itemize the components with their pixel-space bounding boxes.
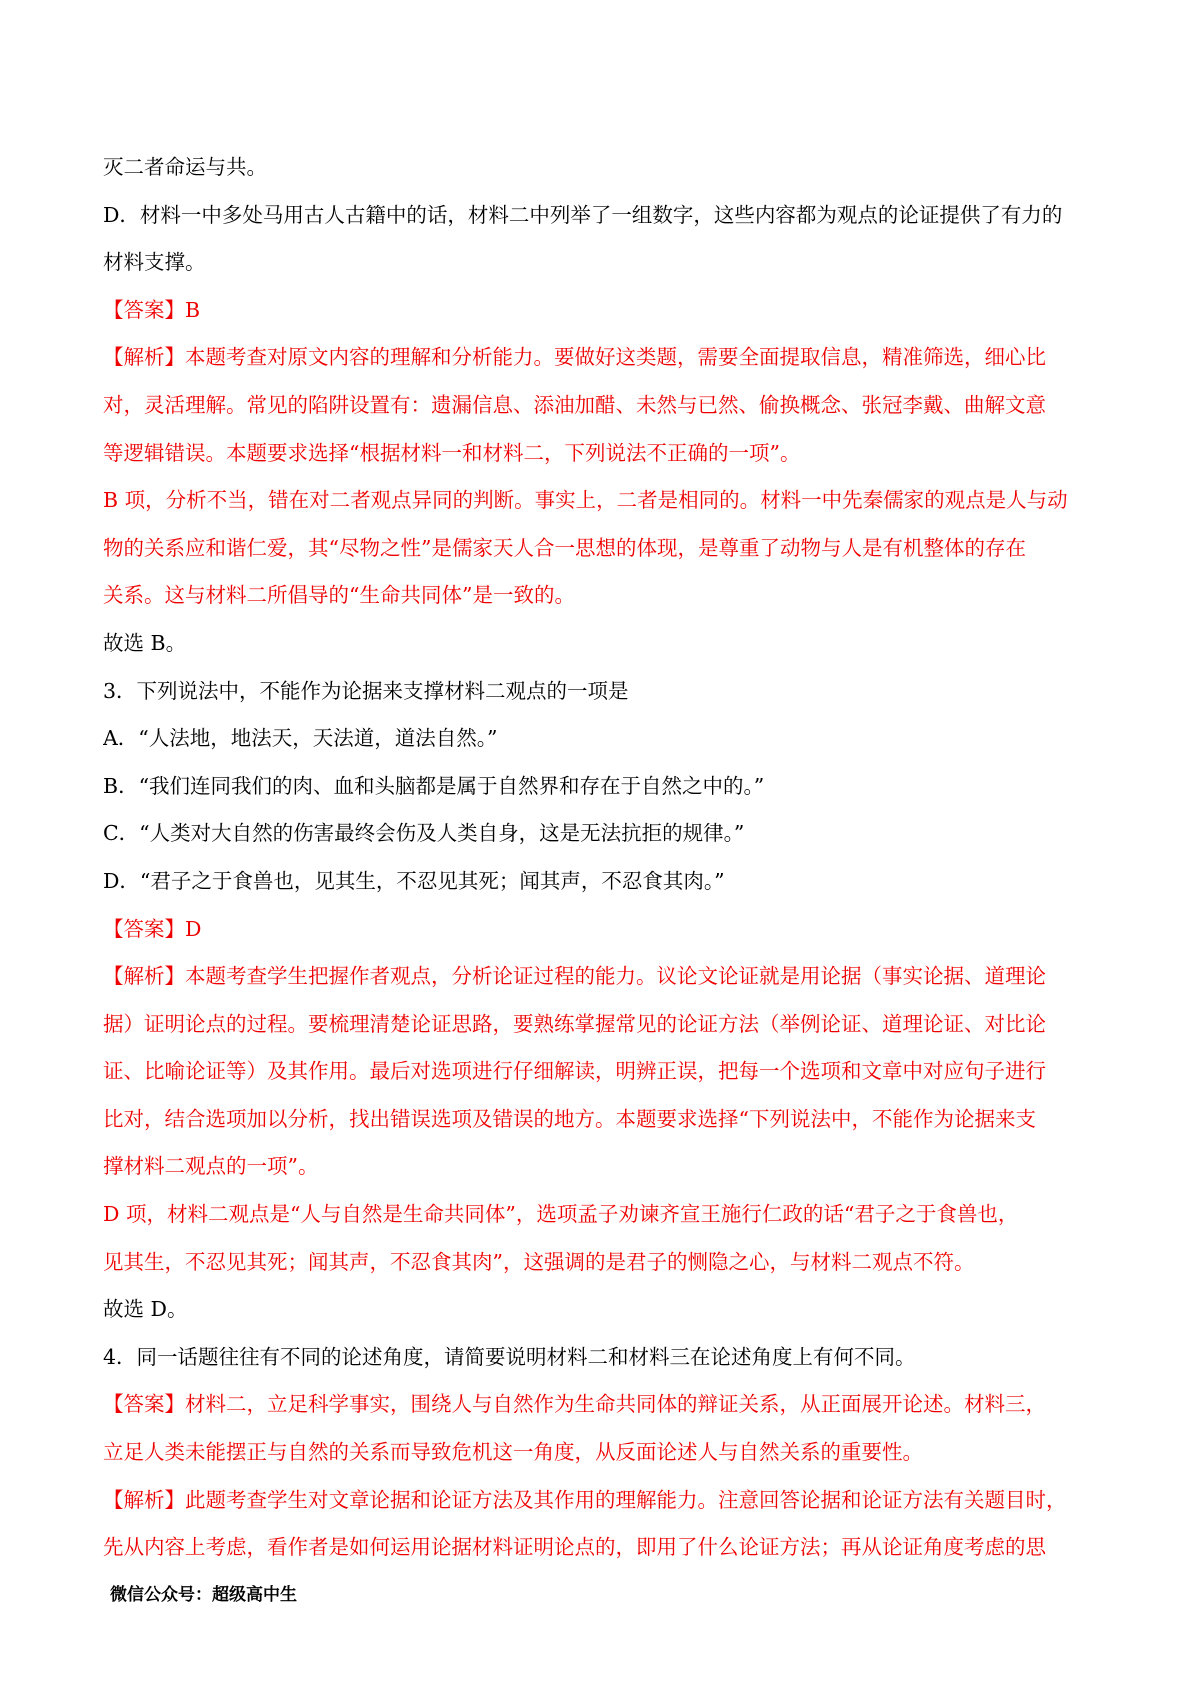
analysis-line-q3-4: 比对，结合选项加以分析，找出错误选项及错误的地方。本题要求选择“下列说法中，不能作为论据来支 — [103, 1106, 1036, 1131]
answer-line-q3: 【答案】D — [103, 916, 202, 941]
analysis-line-q4-1: 【解析】此题考查学生对文章论据和论证方法及其作用的理解能力。注意回答论据和论证方法有关题目时， — [103, 1487, 1067, 1512]
footer-wechat-account: 微信公众号：超级高中生 — [110, 1585, 297, 1605]
analysis-line-q2-2: 对，灵活理解。常见的陷阱设置有：遗漏信息、添油加醋、未然与已然、偷换概念、张冠李戴、曲解文意 — [103, 392, 1046, 417]
analysis-line-q3-3: 证、比喻论证等）及其作用。最后对选项进行仔细解读，明辨正误，把每一个选项和文章中对应句子进行 — [103, 1059, 1046, 1084]
analysis-line-q2-3: 等逻辑错误。本题要求选择“根据材料一和材料二，下列说法不正确的一项”。 — [103, 440, 801, 465]
option-d: D．“君子之于食兽也，见其生，不忍见其死；闻其声，不忍食其肉。” — [103, 868, 725, 893]
option-b: B．“我们连同我们的肉、血和头脑都是属于自然界和存在于自然之中的。” — [103, 773, 765, 798]
analysis-line-q4-2: 先从内容上考虑，看作者是如何运用论据材料证明论点的，即用了什么论证方法；再从论证角度考虑的思 — [103, 1535, 1046, 1560]
analysis-tag: 【解析】 — [103, 964, 185, 989]
analysis-line-q3-1: 【解析】本题考查学生把握作者观点，分析论证过程的能力。议论文论证就是用论据（事实论据、道理论 — [103, 964, 1046, 989]
question-4: 4．同一话题往往有不同的论述角度，请简要说明材料二和材料三在论述角度上有何不同。 — [103, 1344, 916, 1369]
analysis-line-q2-6: 关系。这与材料二所倡导的“生命共同体”是一致的。 — [103, 583, 575, 608]
analysis-tag: 【解析】 — [103, 1487, 185, 1512]
option-c: C．“人类对大自然的伤害最终会伤及人类自身，这是无法抗拒的规律。” — [103, 821, 745, 846]
answer-line-q4-1: 【答案】材料二，立足科学事实，围绕人与自然作为生命共同体的辩证关系，从正面展开论述。材料三， — [103, 1392, 1046, 1417]
analysis-line-q3-2: 据）证明论点的过程。要梳理清楚论证思路，要熟练掌握常见的论证方法（举例论证、道理论证、对比论 — [103, 1011, 1046, 1036]
answer-line-q4-2: 立足人类未能摆正与自然的关系而导致危机这一角度，从反面论述人与自然关系的重要性。 — [103, 1440, 923, 1465]
answer-line-q2: 【答案】B — [103, 297, 201, 322]
text-line-3: 材料支撑。 — [103, 250, 206, 275]
question-3: 3．下列说法中，不能作为论据来支撑材料二观点的一项是 — [103, 678, 629, 703]
analysis-line-q2-5: 物的关系应和谐仁爱，其“尽物之性”是儒家天人合一思想的体现，是尊重了动物与人是有机整体的存在 — [103, 535, 1026, 560]
analysis-line-q3-5: 撑材料二观点的一项”。 — [103, 1154, 319, 1179]
answer-tag: 【答案】 — [103, 1392, 185, 1417]
answer-tag: 【答案】 — [103, 916, 185, 941]
analysis-line-q3-6: D 项，材料二观点是“人与自然是生命共同体”，选项孟子劝谏齐宣王施行仁政的话“君子之于食兽也， — [103, 1202, 1019, 1227]
text-line-1: 灭二者命运与共。 — [103, 155, 267, 179]
answer-tag: 【答案】 — [103, 297, 185, 322]
choice-line-q2: 故选 B。 — [103, 630, 187, 655]
analysis-line-q2-1: 【解析】本题考查对原文内容的理解和分析能力。要做好这类题，需要全面提取信息，精准筛选，细心比 — [103, 345, 1046, 370]
document-body — [103, 144, 1103, 1572]
analysis-line-q3-7: 见其生，不忍见其死；闻其声，不忍食其肉”，这强调的是君子的恻隐之心，与材料二观点不符。 — [103, 1249, 975, 1274]
analysis-line-q2-4: B 项，分析不当，错在对二者观点异同的判断。事实上，二者是相同的。材料一中先秦儒家的观点是人与动 — [103, 488, 1068, 513]
choice-line-q3: 故选 D。 — [103, 1297, 188, 1322]
option-a: A．“人法地，地法天，天法道，道法自然。” — [103, 726, 498, 751]
text-line-2: D．材料一中多处马用古人古籍中的话，材料二中列举了一组数字，这些内容都为观点的论证提供了有力的 — [103, 202, 1063, 227]
analysis-tag: 【解析】 — [103, 345, 185, 370]
